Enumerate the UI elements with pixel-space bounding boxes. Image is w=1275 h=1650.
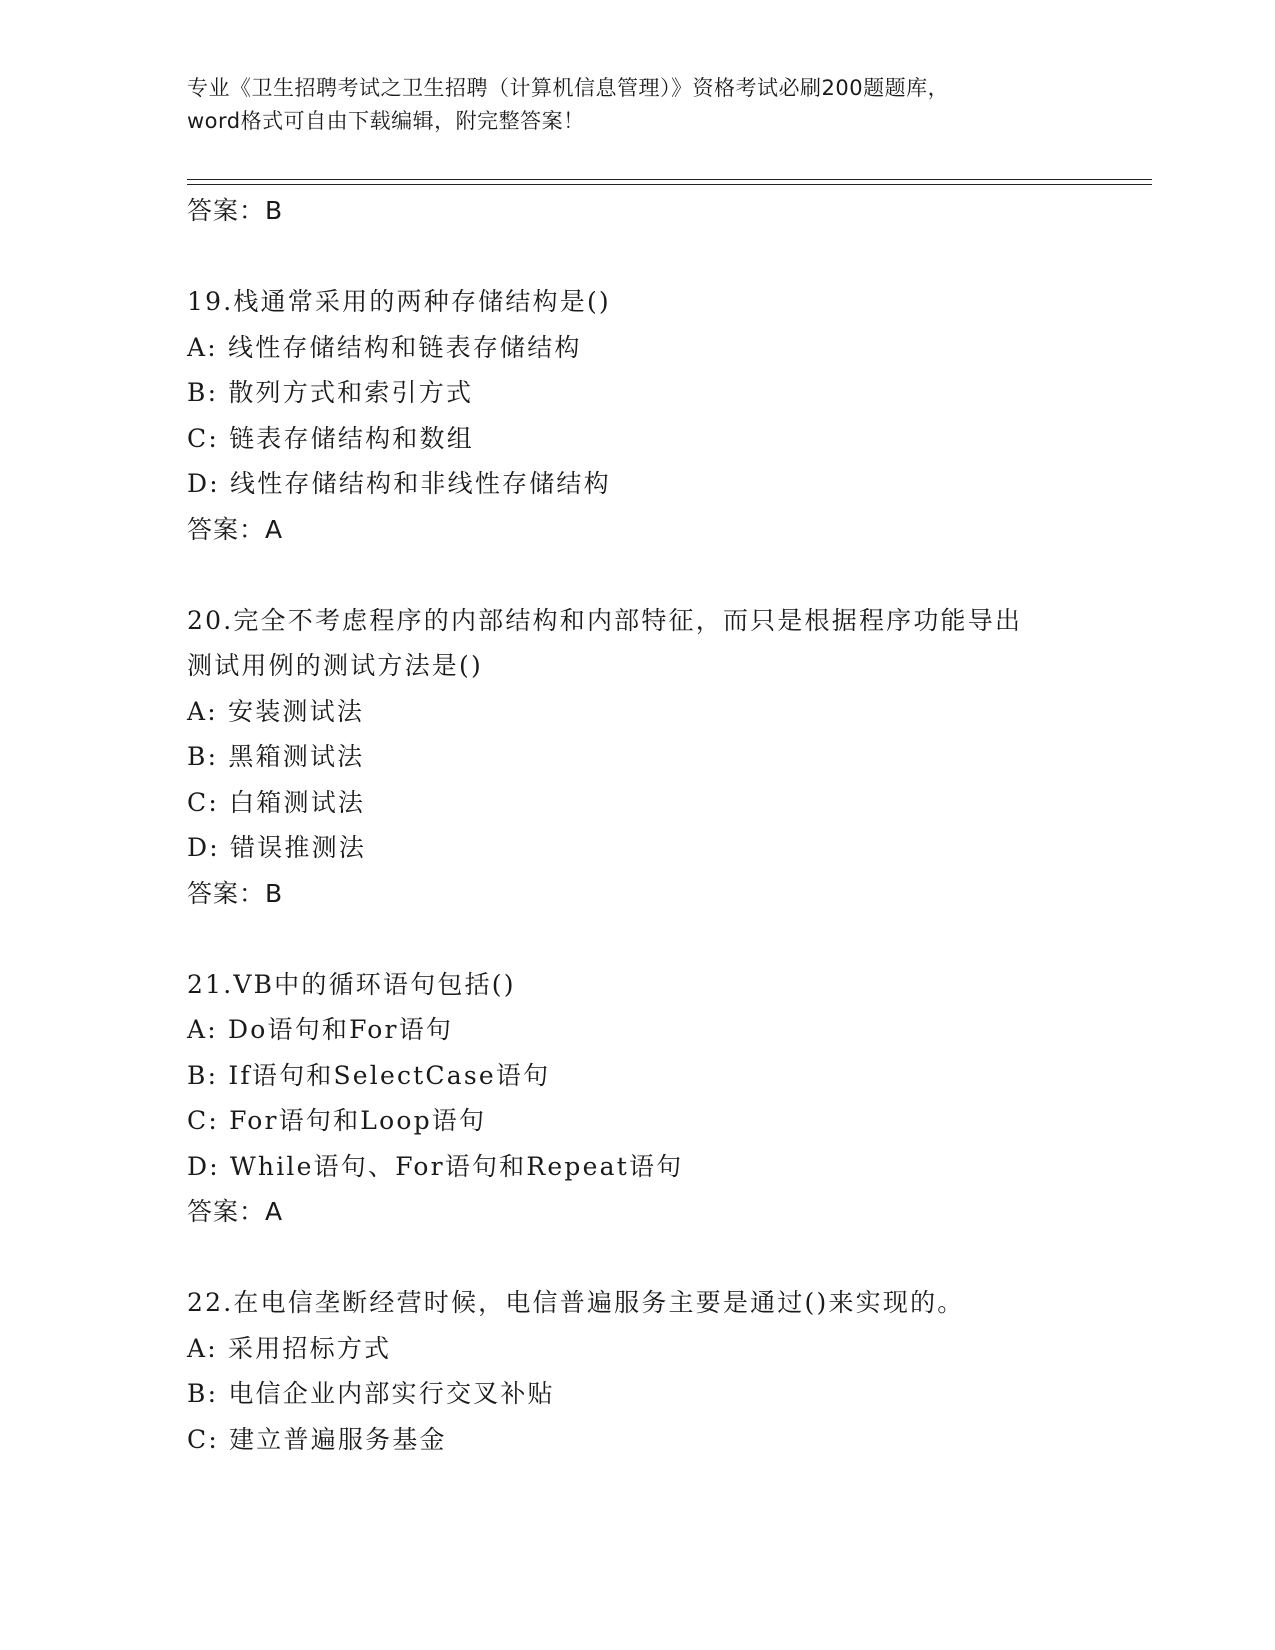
spacer <box>187 234 1147 280</box>
question-stem-continued: 测试用例的测试方法是() <box>187 651 483 680</box>
option-a: A: 线性存储结构和链表存储结构 <box>187 332 582 362</box>
option-c: C: For语句和Loop语句 <box>187 1106 487 1135</box>
option-a: A: 采用招标方式 <box>187 1333 392 1363</box>
option-c: C: 白箱测试法 <box>187 787 366 817</box>
question-stem: 19.栈通常采用的两种存储结构是() <box>187 287 611 316</box>
option-c: C: 建立普遍服务基金 <box>187 1424 447 1454</box>
answer-line: 答案：A <box>187 514 284 544</box>
option-b: B: 黑箱测试法 <box>187 742 365 771</box>
question-list <box>187 188 1147 1462</box>
header-divider-top <box>187 179 1152 180</box>
answer-line: 答案：A <box>187 1197 284 1226</box>
header-line-1: 专业《卫生招聘考试之卫生招聘（计算机信息管理）》资格考试必刷200题题库， <box>187 76 950 100</box>
answer-line: 答案：B <box>187 196 284 225</box>
question-19 <box>187 279 1147 552</box>
question-stem: 22.在电信垄断经营时候，电信普遍服务主要是通过()来实现的。 <box>187 1288 965 1317</box>
question-21 <box>187 962 1147 1235</box>
option-a: A: 安装测试法 <box>187 696 365 726</box>
question-20 <box>187 598 1147 917</box>
option-d: D: 线性存储结构和非线性存储结构 <box>187 469 611 498</box>
spacer <box>187 916 1147 962</box>
option-d: D: While语句、For语句和Repeat语句 <box>187 1151 684 1181</box>
option-b: B: 电信企业内部实行交叉补贴 <box>187 1379 555 1408</box>
answer-line: 答案：B <box>187 878 284 908</box>
document-header <box>187 72 1087 138</box>
spacer <box>187 1235 1147 1281</box>
spacer <box>187 552 1147 598</box>
header-divider-bottom <box>187 184 1152 185</box>
question-22 <box>187 1280 1147 1462</box>
header-line-2: word格式可自由下载编辑，附完整答案！ <box>187 109 585 133</box>
option-c: C: 链表存储结构和数组 <box>187 423 474 453</box>
question-stem: 21.VB中的循环语句包括() <box>187 969 516 999</box>
option-d: D: 错误推测法 <box>187 833 367 862</box>
option-b: B: 散列方式和索引方式 <box>187 378 474 407</box>
option-b: B: If语句和SelectCase语句 <box>187 1060 551 1090</box>
question-stem: 20.完全不考虑程序的内部结构和内部特征，而只是根据程序功能导出 <box>187 605 1023 635</box>
option-a: A: Do语句和For语句 <box>187 1015 454 1044</box>
